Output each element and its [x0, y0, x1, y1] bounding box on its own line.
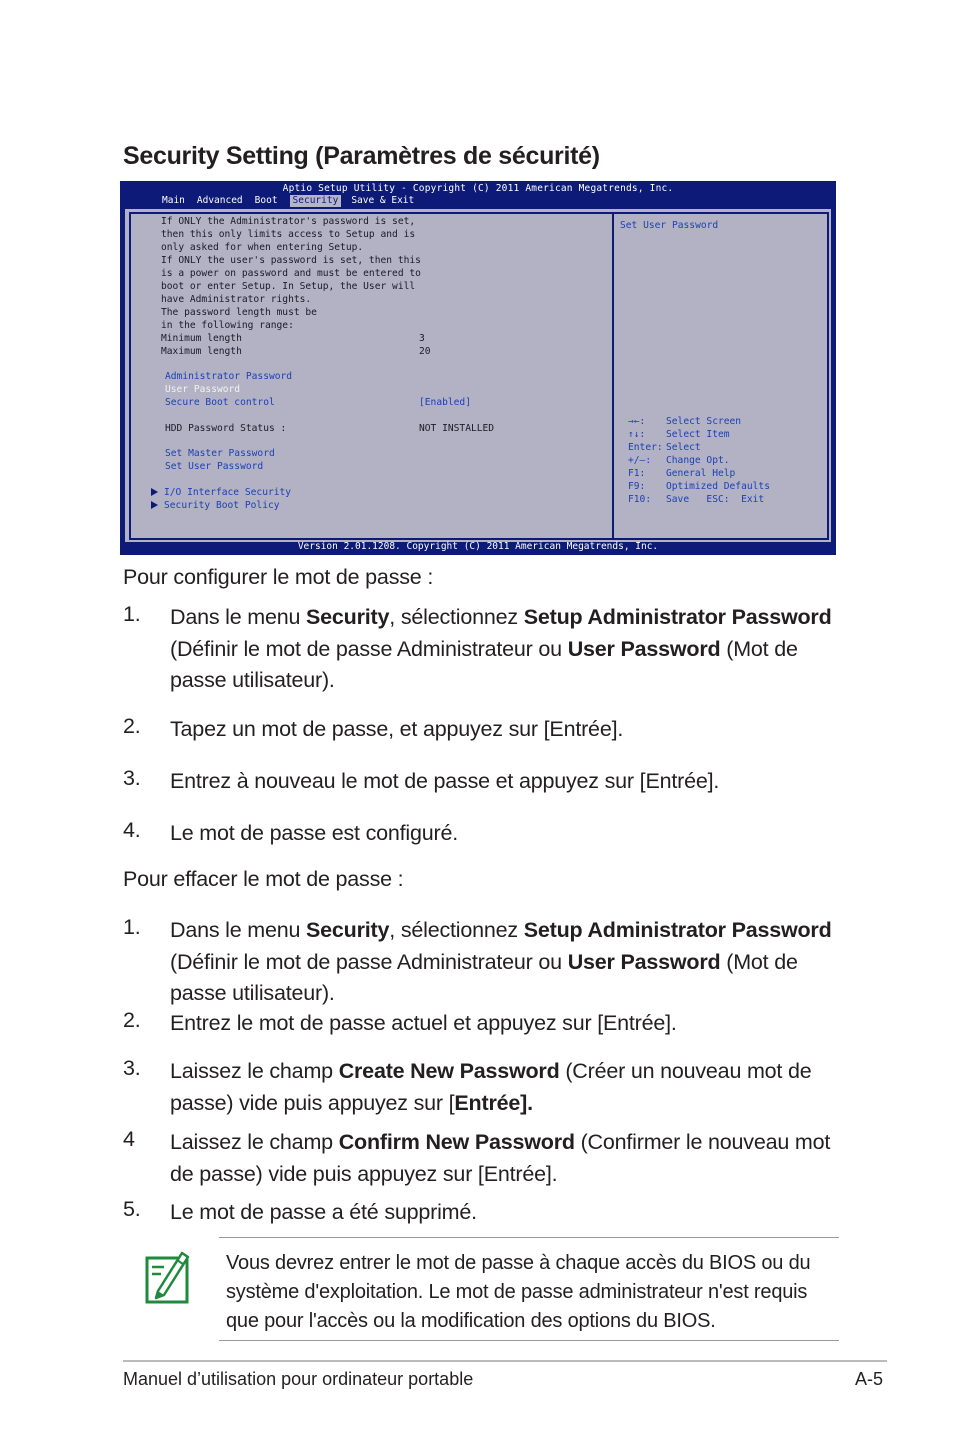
page-title: Security Setting (Paramètres de sécurité) — [123, 142, 600, 170]
set-user-password-item[interactable]: Set User Password — [165, 461, 264, 472]
key-name: F1: — [628, 468, 646, 479]
key-name: +/—: — [628, 455, 652, 466]
bios-screenshot — [120, 181, 836, 555]
key-name: F10: — [628, 494, 652, 505]
text: (Mot de passe utilisateur). — [170, 636, 798, 692]
key-row — [628, 493, 770, 506]
min-length-value: 3 — [419, 333, 425, 344]
footer-manual-title: Manuel d’utilisation pour ordinateur portable — [123, 1369, 474, 1389]
key-desc: General Help — [666, 468, 736, 479]
hdd-password-status-value: NOT INSTALLED — [419, 423, 495, 434]
emphasis: Security — [306, 918, 390, 942]
set-master-password-item[interactable]: Set Master Password — [165, 448, 275, 459]
bios-title: Aptio Setup Utility - Copyright (C) 2011 American Megatrends, Inc. — [282, 183, 674, 194]
key-name: F9: — [628, 481, 646, 492]
note-divider — [219, 1340, 839, 1341]
set-step-1 — [170, 602, 850, 697]
emphasis: User Password — [567, 949, 721, 974]
help-line: is a power on password and must be entered to — [161, 268, 421, 279]
submenu-arrow-icon — [151, 501, 158, 509]
note-divider — [219, 1237, 839, 1238]
text: (Définir le mot de passe Administrateur ou — [170, 949, 568, 974]
user-password-item[interactable]: User Password — [165, 384, 241, 395]
key-name: →←: — [628, 416, 646, 427]
emphasis: Setup Administrator Password — [523, 918, 832, 942]
help-line: only asked for when entering Setup. — [161, 242, 364, 253]
step-number: 2. — [123, 1008, 141, 1032]
help-line: The password length must be — [161, 307, 317, 318]
tab-save-exit[interactable]: Save & Exit — [351, 195, 415, 206]
key-desc: Select Screen — [666, 416, 742, 427]
text: , sélectionnez — [389, 605, 524, 629]
key-desc: Optimized Defaults — [666, 481, 770, 492]
help-line: have Administrator rights. — [161, 294, 312, 305]
text: Dans le menu — [170, 605, 307, 629]
key-name: ↑↓: — [628, 429, 646, 440]
set-step-3: Entrez à nouveau le mot de passe et appuyez sur [Entrée]. — [170, 769, 720, 793]
key-legend — [628, 415, 770, 506]
bios-main-panel — [124, 208, 832, 543]
step-number: 4. — [123, 818, 141, 842]
clear-step-3 — [170, 1056, 850, 1119]
step-number: 5. — [123, 1197, 141, 1221]
set-step-2: Tapez un mot de passe, et appuyez sur [Entrée]. — [170, 717, 624, 741]
max-length-value: 20 — [419, 346, 431, 357]
key-desc: Select Item — [666, 429, 730, 440]
secure-boot-control-value[interactable]: [Enabled] — [419, 397, 471, 408]
bios-help-panel — [612, 212, 829, 540]
secure-boot-control-item[interactable]: Secure Boot control — [165, 397, 275, 408]
clear-step-1 — [170, 915, 850, 1010]
key-desc: Select — [666, 442, 701, 453]
emphasis: Security — [306, 605, 390, 629]
key-name: Enter: — [628, 442, 663, 453]
clear-step-2: Entrez le mot de passe actuel et appuyez sur [Entrée]. — [170, 1011, 677, 1035]
key-row — [628, 428, 770, 441]
right-help-text: Set User Password — [620, 220, 719, 231]
help-line: then this only limits access to Setup and is — [161, 229, 416, 240]
set-step-4: Le mot de passe est configuré. — [170, 821, 459, 845]
clear-intro: Pour effacer le mot de passe : — [123, 867, 404, 891]
text: (Mot de passe utilisateur). — [170, 949, 798, 1005]
tab-security[interactable]: Security — [290, 195, 342, 207]
clear-step-5: Le mot de passe a été supprimé. — [170, 1200, 477, 1224]
help-line: boot or enter Setup. In Setup, the User will — [161, 281, 416, 292]
key-row — [628, 480, 770, 493]
step-number: 3. — [123, 1056, 141, 1080]
set-intro: Pour configurer le mot de passe : — [123, 565, 434, 589]
bios-tab-bar — [162, 195, 426, 207]
min-length-label: Minimum length — [161, 333, 242, 344]
security-boot-policy-item[interactable] — [151, 499, 280, 512]
text: (Définir le mot de passe Administrateur ou — [170, 636, 568, 661]
help-line: If ONLY the Administrator's password is set, — [161, 216, 416, 227]
tab-main[interactable]: Main — [162, 195, 185, 206]
step-number: 1. — [123, 602, 141, 626]
key-row — [628, 415, 770, 428]
help-line: If ONLY the user's password is set, then this — [161, 255, 421, 266]
key-row — [628, 441, 770, 454]
io-interface-security-item[interactable] — [151, 486, 291, 499]
tab-boot[interactable]: Boot — [254, 195, 278, 206]
max-length-label: Maximum length — [161, 346, 242, 357]
key-desc: Change Opt. — [666, 455, 730, 466]
key-row — [628, 454, 770, 467]
clear-step-4 — [170, 1127, 850, 1190]
text: Dans le menu — [170, 918, 307, 942]
help-line: in the following range: — [161, 320, 294, 331]
administrator-password-item[interactable]: Administrator Password — [165, 371, 293, 382]
step-number: 1. — [123, 915, 141, 939]
note-pencil-icon — [144, 1247, 192, 1305]
key-desc: Save ESC: Exit — [666, 494, 765, 505]
bios-version: Version 2.01.1208. Copyright (C) 2011 American Megatrends, Inc. — [297, 541, 659, 552]
step-number: 3. — [123, 766, 141, 790]
step-number: 4 — [123, 1127, 135, 1151]
text: , sélectionnez — [389, 918, 524, 942]
text: Laissez le champ — [170, 1130, 339, 1154]
text: (Créer un nouveau mot de passe) vide puis appuyez sur [ — [170, 1059, 812, 1115]
note-text: Vous devrez entrer le mot de passe à chaque accès du BIOS ou du système d'exploitation. Le mot de passe administrateur n'est requis que pour l'accès ou la modification des options du BIOS. — [226, 1252, 811, 1332]
security-boot-policy-label: Security Boot Policy — [164, 500, 280, 511]
emphasis: Entrée]. — [454, 1090, 533, 1115]
submenu-arrow-icon — [151, 488, 158, 496]
bios-settings-panel — [129, 212, 614, 540]
text: Laissez le champ — [170, 1059, 339, 1083]
footer-divider — [123, 1360, 887, 1362]
emphasis: Setup Administrator Password — [523, 605, 832, 629]
tab-advanced[interactable]: Advanced — [196, 195, 243, 206]
key-row — [628, 467, 770, 480]
step-number: 2. — [123, 714, 141, 738]
text: (Confirmer le nouveau mot de passe) vide puis appuyez sur [Entrée]. — [170, 1130, 831, 1186]
page-number: A-5 — [855, 1369, 884, 1389]
bios-help-text — [161, 215, 421, 332]
emphasis: Create New Password — [338, 1059, 560, 1083]
emphasis: User Password — [567, 636, 721, 661]
hdd-password-status-label: HDD Password Status : — [165, 423, 287, 434]
io-interface-security-label: I/O Interface Security — [164, 487, 292, 498]
emphasis: Confirm New Password — [338, 1130, 575, 1154]
